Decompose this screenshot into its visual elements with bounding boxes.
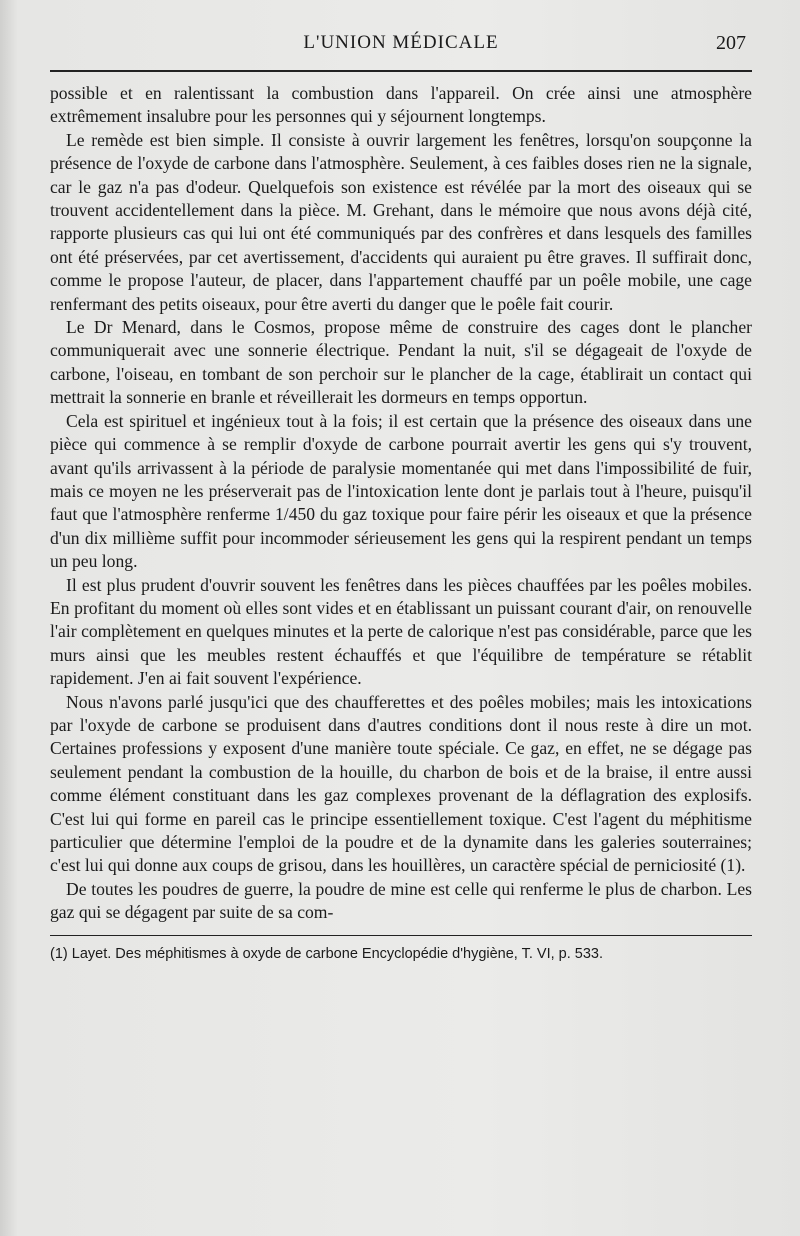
header-rule [50,70,752,72]
page-number: 207 [716,32,746,54]
footnote-rule [50,935,752,936]
paragraph-4: Cela est spirituel et ingénieux tout à la fois; il est certain que la présence des oiseaux dans une pièce qui commence à se remplir d'oxyde de carbone pourrait avertir les gens qui s'y trouvent, avant qu'ils arrivassent à la période de paralysie momentanée qui met dans l'impossibilité de fuir, mais ce moyen ne les préserverait pas de l'intoxication lente dont je parlais tout à l'heure, puisqu'il faut que l'atmosphère renferme 1/450 du gaz toxique pour faire périr les oiseaux et que la présence d'un dix millième suffit pour incommoder sérieusement les gens qui la respirent pendant un temps un peu long. [50,410,752,572]
paragraph-2: Le remède est bien simple. Il consiste à ouvrir largement les fenêtres, lorsqu'on soupçonne la présence de l'oxyde de carbone dans l'atmosphère. Seulement, à ces faibles doses rien ne la signale, car le gaz n'a pas d'odeur. Quelquefois son existence est révélée par la mort des oiseaux qui se trouvent accidentellement dans la pièce. M. Grehant, dans le mémoire que nous avons déjà cité, rapporte plusieurs cas qui lui ont été communiqués par des confrères et dans lesquels des familles ont été préservées, par cet avertissement, d'accidents qui auraient pu être graves. Il suffirait donc, comme le propose l'auteur, de placer, dans l'appartement chauffé par un poêle mobile, une cage renfermant des petits oiseaux, pour être averti du danger que le poêle fait courir. [50,129,752,314]
body-text [50,82,752,925]
paragraph-5: Il est plus prudent d'ouvrir souvent les fenêtres dans les pièces chauffées par les poêles mobiles. En profitant du moment où elles sont vides et en établissant un puissant courant d'air, on renouvelle l'air complètement en quelques minutes et la perte de calorique n'est pas considérable, parce que les murs ainsi que les meubles restent échauffés et que l'équilibre de température se rétablit rapidement. J'en ai fait souvent l'expérience. [50,574,752,689]
paragraph-6: Nous n'avons parlé jusqu'ici que des chaufferettes et des poêles mobiles; mais les intoxications par l'oxyde de carbone se produisent dans d'autres conditions dont il nous reste à dire un mot. Certaines professions y exposent d'une manière toute spéciale. Ce gaz, en effet, ne se dégage pas seulement pendant la combustion de la houille, du charbon de bois et de la braise, il entre aussi comme élément constituant dans les gaz complexes provenant de la déflagration des explosifs. C'est lui qui forme en pareil cas le principe essentiellement toxique. C'est l'agent du méphitisme particulier que détermine l'emploi de la poudre et de la dynamite dans les galeries souterraines; c'est lui qui donne aux coups de grisou, dans les houillères, un caractère spécial de perniciosité (1). [50,691,752,876]
running-title: L'UNION MÉDICALE [303,32,499,53]
page-header [50,26,752,60]
paragraph-7: De toutes les poudres de guerre, la poudre de mine est celle qui renferme le plus de charbon. Les gaz qui se dégagent par suite de sa com- [50,878,752,923]
footnote: (1) Layet. Des méphitismes à oxyde de carbone Encyclopédie d'hygiène, T. VI, p. 533. [50,945,604,962]
paragraph-1: possible et en ralentissant la combustion dans l'appareil. On crée ainsi une atmosphère extrêmement insalubre pour les personnes qui y séjournent longtemps. [50,83,752,127]
paragraph-3: Le Dr Menard, dans le Cosmos, propose même de construire des cages dont le plancher communiquerait avec une sonnerie électrique. Pendant la nuit, s'il se dégageait de l'oxyde de carbone, l'oiseau, en tombant de son perchoir sur le plancher de la cage, établirait un contact qui mettrait la sonnerie en branle et réveillerait les dormeurs en temps opportun. [50,317,752,408]
